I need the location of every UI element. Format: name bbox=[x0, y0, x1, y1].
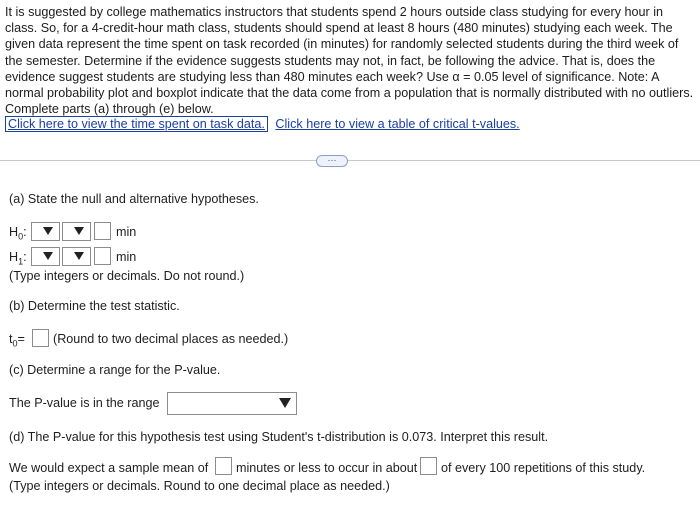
chevron-down-icon bbox=[74, 252, 84, 260]
expand-more-button[interactable]: ⋯ bbox=[316, 155, 348, 167]
repetitions-input[interactable] bbox=[420, 457, 437, 475]
h0-letter: H bbox=[9, 225, 19, 239]
view-data-link[interactable]: Click here to view the time spent on task data. bbox=[5, 116, 268, 132]
h1-relation-dropdown[interactable] bbox=[62, 247, 91, 266]
p-value-range-dropdown[interactable] bbox=[167, 392, 297, 415]
h1-subscript: 1 bbox=[18, 256, 24, 267]
part-c-prompt: (c) Determine a range for the P-value. bbox=[9, 363, 221, 377]
t-letter: t bbox=[9, 332, 13, 346]
chevron-down-icon bbox=[43, 252, 53, 260]
chevron-down-icon bbox=[279, 398, 291, 408]
part-a-prompt: (a) State the null and alternative hypotheses. bbox=[9, 192, 259, 206]
h1-value-input[interactable] bbox=[94, 247, 111, 265]
part-b-note: (Round to two decimal places as needed.) bbox=[53, 332, 289, 346]
h1-unit: min bbox=[116, 250, 137, 264]
h1-label bbox=[9, 250, 27, 267]
p-value-range-label: The P-value is in the range bbox=[9, 396, 160, 410]
problem-statement: It is suggested by college mathematics instructors that students spend 2 hours outside class studying for every hour in class. So, for a 4-credit-hour math class, students should spend at least 8 hours (480 minutes) studying each week. The given data represent the time spent on task recorded (in minutes) for randomly selected students during the third week of the semester. Determine if the evidence suggests students may not, in fact, be following the advice. That is, does the evidence suggest students are studying less than 480 minutes each week? Use α = 0.05 level of significance. Note: A normal probability plot and boxplot indicate that the data come from a population that is normally distributed with no outliers. Complete parts (a) through (e) below. bbox=[5, 5, 694, 117]
chevron-down-icon bbox=[43, 227, 53, 235]
part-d-sentence-1: We would expect a sample mean of bbox=[9, 461, 209, 475]
part-d-sentence-3: of every 100 repetitions of this study. bbox=[441, 461, 646, 475]
h0-relation-dropdown[interactable] bbox=[62, 222, 91, 241]
part-d-prompt: (d) The P-value for this hypothesis test using Student's t-distribution is 0.073. Interpret this result. bbox=[9, 430, 549, 444]
h1-letter: H bbox=[9, 250, 19, 264]
h1-parameter-dropdown[interactable] bbox=[31, 247, 60, 266]
part-d-note: (Type integers or decimals. Round to one decimal place as needed.) bbox=[9, 479, 390, 493]
divider bbox=[0, 160, 700, 161]
test-statistic-row bbox=[9, 332, 25, 349]
chevron-down-icon bbox=[74, 227, 84, 235]
links-row bbox=[5, 117, 520, 131]
part-d-sentence-2: minutes or less to occur in about bbox=[236, 461, 418, 475]
part-a-note: (Type integers or decimals. Do not round.) bbox=[9, 269, 245, 283]
test-statistic-input[interactable] bbox=[32, 329, 49, 347]
h0-label bbox=[9, 225, 27, 242]
t-equals: = bbox=[17, 332, 25, 346]
h0-colon: : bbox=[23, 225, 27, 239]
h0-unit: min bbox=[116, 225, 137, 239]
h1-colon: : bbox=[23, 250, 27, 264]
t-subscript: 0 bbox=[12, 338, 18, 349]
h0-subscript: 0 bbox=[18, 231, 24, 242]
h0-value-input[interactable] bbox=[94, 222, 111, 240]
view-t-table-link[interactable]: Click here to view a table of critical t-values. bbox=[275, 117, 520, 131]
h0-parameter-dropdown[interactable] bbox=[31, 222, 60, 241]
part-b-prompt: (b) Determine the test statistic. bbox=[9, 299, 180, 313]
sample-mean-input[interactable] bbox=[215, 457, 232, 475]
